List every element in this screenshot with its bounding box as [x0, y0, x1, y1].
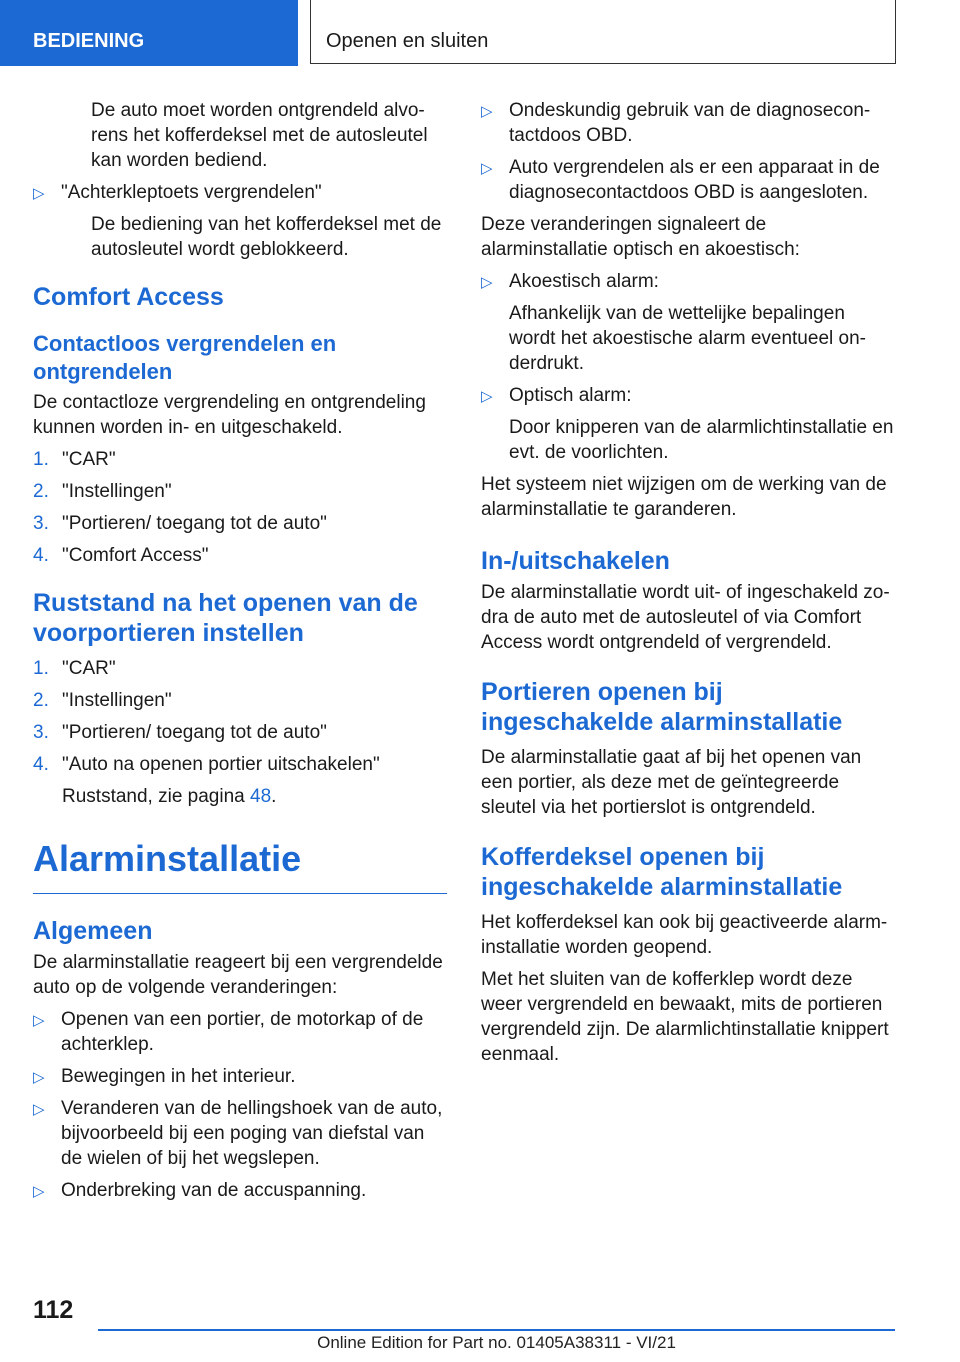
numbered-list: [33, 447, 447, 568]
bullet-triangle-icon: ▷: [481, 103, 493, 120]
paragraph: Deze veranderingen signaleert de alarminstallatie optisch en akoestisch:: [481, 214, 800, 260]
bullet-triangle-icon: ▷: [481, 388, 493, 405]
list-item: 3. "Portieren/ toegang tot de auto": [33, 513, 327, 534]
list-item: ▷ Auto vergrendelen als er een apparaat in de diagnosecontactdoos OBD is aangesloten.: [481, 157, 880, 203]
paragraph: De alarminstallatie wordt uit- of ingeschakeld zo-dra de auto met de autosleutel of via Comfort Access wordt ontgrendeld of vergrendeld.: [481, 582, 890, 653]
list-item: ▷ Veranderen van de hellingshoek van de auto, bijvoorbeeld bij een poging van diefstal van de wielen of bij het wegslepen.: [33, 1098, 443, 1169]
list-item: ▷ "Achterkleptoets vergrendelen": [33, 180, 447, 205]
heading-in-uitschakelen: In-/uitschakelen: [481, 547, 670, 575]
list-item: ▷ Openen van een portier, de motorkap of de achterklep.: [33, 1009, 424, 1055]
list-item: ▷ Optisch alarm:: [481, 383, 895, 408]
footer-divider: [98, 1329, 895, 1331]
right-column: [481, 98, 895, 1074]
heading-ruststand: Ruststand na het openen van de voorportieren instellen: [33, 589, 418, 647]
list-item: ▷ Ondeskundig gebruik van de diagnosecon-tactdoos OBD.: [481, 100, 871, 146]
page-header: [0, 0, 960, 66]
paragraph: De alarminstallatie gaat af bij het openen van een portier, als deze met de geïntegreerde sleutel via het portierslot is ontgrendeld.: [481, 747, 862, 818]
paragraph: Door knipperen van de alarmlichtinstallatie en evt. de voorlichten.: [509, 417, 894, 463]
paragraph: De bediening van het kofferdeksel met de autosleutel wordt geblokkeerd.: [91, 214, 442, 260]
paragraph: Het kofferdeksel kan ook bij geactiveerde alarm-installatie worden geopend.: [481, 912, 888, 958]
page-reference: Ruststand, zie pagina 48.: [62, 786, 277, 807]
paragraph: De contactloze vergrendeling en ontgrendeling kunnen worden in- en uitgeschakeld.: [33, 392, 426, 438]
bullet-triangle-icon: ▷: [481, 274, 493, 291]
list-item: 2. "Instellingen": [33, 481, 172, 502]
footer-edition: Online Edition for Part no. 01405A38311 - VI/21: [317, 1333, 676, 1352]
list-item: ▷ Akoestisch alarm:: [481, 269, 895, 294]
list-item: ▷ Onderbreking van de accuspanning.: [33, 1178, 447, 1203]
list-item: 1. "CAR": [33, 658, 116, 679]
heading-portieren-openen: Portieren openen bij ingeschakelde alarminstallatie: [481, 678, 843, 736]
bullet-triangle-icon: ▷: [33, 1069, 45, 1086]
page-link[interactable]: 48: [250, 786, 272, 807]
heading-algemeen: Algemeen: [33, 917, 153, 945]
bullet-triangle-icon: ▷: [33, 1183, 45, 1200]
paragraph: De alarminstallatie reageert bij een vergrendelde auto op de volgende veranderingen:: [33, 952, 443, 998]
paragraph: Het systeem niet wijzigen om de werking van de alarminstallatie te garanderen.: [481, 474, 887, 520]
list-item: 2. "Instellingen": [33, 690, 172, 711]
list-item: 3. "Portieren/ toegang tot de auto": [33, 722, 327, 743]
bullet-triangle-icon: ▷: [33, 1101, 45, 1118]
paragraph: Afhankelijk van de wettelijke bepalingen wordt het akoestische alarm eventueel on-derdrukt.: [509, 303, 866, 374]
bullet-triangle-icon: ▷: [33, 185, 45, 202]
list-item: ▷ Bewegingen in het interieur.: [33, 1064, 447, 1089]
paragraph: Met het sluiten van de kofferklep wordt deze weer vergrendeld en bewaakt, mits de portieren vergrendeld zijn. De alarmlichtinstallatie knippert eenmaal.: [481, 969, 889, 1065]
list-item: 4. "Auto na openen portier uitschakelen": [33, 754, 380, 775]
page-number: 112: [33, 1296, 74, 1324]
bullet-triangle-icon: ▷: [481, 160, 493, 177]
bullet-triangle-icon: ▷: [33, 1012, 45, 1029]
heading-contactless: Contactloos vergrendelen en ontgrendelen: [33, 331, 337, 384]
left-column: [33, 98, 447, 1210]
section-label: BEDIENING: [0, 0, 298, 66]
chapter-title: Openen en sluiten: [310, 0, 896, 64]
list-item: 1. "CAR": [33, 449, 116, 470]
heading-kofferdeksel-openen: Kofferdeksel openen bij ingeschakelde alarminstallatie: [481, 843, 843, 901]
heading-comfort-access: Comfort Access: [33, 283, 224, 311]
list-item: 4. "Comfort Access": [33, 545, 209, 566]
paragraph: De auto moet worden ontgrendeld alvo-rens het kofferdeksel met de autosleutel kan worden bediend.: [91, 100, 428, 171]
heading-alarminstallatie: Alarminstallatie: [33, 837, 447, 894]
numbered-list: [33, 656, 447, 777]
